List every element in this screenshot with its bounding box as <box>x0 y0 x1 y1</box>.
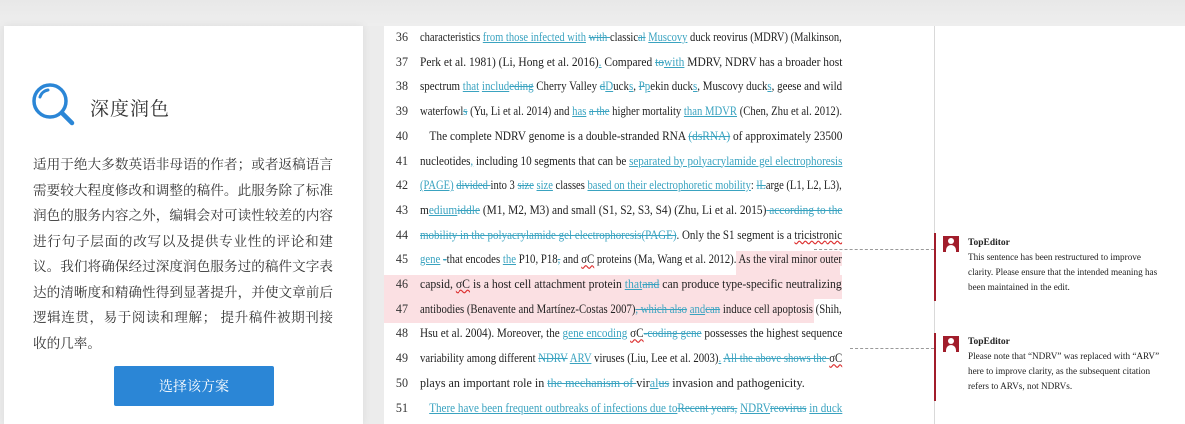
document-line <box>384 154 934 178</box>
plan-card <box>4 26 363 424</box>
text-run: nucleotides <box>420 153 471 168</box>
insertion: gene encoding <box>562 326 628 341</box>
top-shade <box>0 0 1185 26</box>
text-run: duck reovirus (MDRV) (Malkinson, <box>687 30 842 44</box>
insertion: separated by polyacrylamide gel electrophoresis <box>629 153 843 168</box>
text-run: The complete NDRV genome is a double-stranded RNA <box>429 128 689 143</box>
text-run: spectrum <box>420 79 463 94</box>
text-run: capsid, <box>420 277 456 291</box>
deletion: s <box>463 104 468 119</box>
insertion: based on their electrophoretic mobility <box>587 178 751 193</box>
insertion: . <box>718 351 722 366</box>
deletion: iddle <box>457 202 481 217</box>
text-run: higher mortality <box>609 104 684 119</box>
insertion: includ <box>481 79 510 94</box>
line-number: 38 <box>395 79 408 94</box>
document-line <box>384 326 934 350</box>
line-number: 47 <box>395 301 408 316</box>
deletion: the mechanism of <box>547 375 637 390</box>
text-run: . Only the S1 segment is a <box>676 227 795 242</box>
text-run: (Chen, Zhu et al. 2012). <box>737 104 842 119</box>
text-run: Compared <box>601 54 656 69</box>
document-line <box>384 401 934 424</box>
text-run: arge (L1, L2, L3), <box>765 178 842 193</box>
text-run: m <box>420 202 429 217</box>
text-run: (Yu, Li et al. 2014) and <box>467 104 573 119</box>
insertion: the <box>502 252 516 267</box>
document-line <box>384 104 934 128</box>
deletion: reovirus <box>770 400 807 415</box>
comment-marker-bar <box>934 333 936 401</box>
text-run: characteristics <box>420 30 483 44</box>
text-run: uck <box>613 79 629 94</box>
text-run: Perk et al. 1981) (Li, Hong et al. 2016) <box>420 54 599 69</box>
text-run: proteins (Ma, Wang et al. 2012). <box>594 252 739 267</box>
text-run: σC <box>581 252 595 267</box>
line-text <box>420 301 842 317</box>
line-number: 51 <box>395 400 408 415</box>
line-number: 48 <box>395 326 408 341</box>
document-line <box>384 55 934 79</box>
line-text <box>420 351 843 366</box>
insertion: D <box>605 79 614 94</box>
text-run: Cherry Valley <box>533 79 600 94</box>
insertion: ARV <box>569 351 592 366</box>
comment-text: This sentence has been restructured to improve clarity. Please ensure that the intended meaning has been maintained in the edit. <box>968 252 1158 292</box>
insertion: s <box>693 79 698 94</box>
search-icon <box>29 80 79 130</box>
text-run: antibodies (Benavente and Martínez-Costas 2007) <box>420 301 636 316</box>
deletion: d <box>599 79 606 94</box>
deletion: divided <box>456 178 491 193</box>
comment-marker-bar <box>934 233 936 301</box>
line-number: 49 <box>395 351 408 366</box>
line-number: 36 <box>395 30 408 44</box>
line-text <box>420 54 843 70</box>
document-line <box>384 79 934 103</box>
line-text <box>420 30 842 45</box>
deletion: al <box>638 30 646 44</box>
insertion: p <box>644 79 651 94</box>
deletion: NDRV <box>538 351 568 366</box>
text-run: waterfowl <box>420 104 464 119</box>
document-line <box>384 277 934 301</box>
deletion: , which also <box>635 301 688 316</box>
text-run: variability among different <box>420 351 539 366</box>
text-run: and <box>560 252 582 267</box>
line-number: 42 <box>395 178 408 193</box>
document-line <box>384 376 934 400</box>
text-run: classes <box>552 178 588 193</box>
line-text <box>420 202 843 218</box>
document-line <box>384 351 934 375</box>
insertion: than MDVR <box>683 104 738 119</box>
line-number: 37 <box>395 54 408 69</box>
user-avatar-icon <box>943 236 959 252</box>
deletion: (dsRNA) <box>688 128 731 143</box>
deletion: with <box>588 30 610 44</box>
comment-author: TopEditor <box>968 337 1010 347</box>
text-run: possesses the highest sequence <box>701 326 843 341</box>
line-text <box>420 277 842 292</box>
text-run: As the viral minor outer <box>738 252 842 267</box>
text-run: ekin duck <box>650 79 694 94</box>
text-run: into 3 <box>490 178 518 193</box>
text-run: , geese and wild <box>771 79 843 94</box>
text-run: vir <box>636 375 650 390</box>
text-run: : <box>750 178 757 193</box>
insertion: that <box>624 277 643 291</box>
deletion: to <box>655 54 665 69</box>
insertion: has <box>572 104 587 119</box>
document-line <box>384 203 934 227</box>
comment-connector <box>850 348 934 349</box>
text-run: can produce type-specific neutralizing <box>659 277 842 291</box>
deletion: a the <box>589 104 610 119</box>
comment-connector <box>814 249 934 250</box>
insertion: with <box>664 54 685 69</box>
text-run: σC <box>630 326 644 341</box>
insertion: NDRV <box>740 400 771 415</box>
deletion: P <box>638 79 645 94</box>
deletion: Recent years, <box>677 400 738 415</box>
insertion: size <box>536 178 553 193</box>
choose-plan-button[interactable]: 选择该方案 <box>114 366 274 406</box>
insertion: from those infected with <box>482 30 586 44</box>
insertion: . <box>598 54 602 69</box>
document-line <box>384 228 934 252</box>
text-run: including 10 segments that can be <box>473 153 630 168</box>
insertion: al <box>649 375 659 390</box>
comment-text: Please note that “NDRV” was replaced with “ARV” here to improve clarity, as the subsequent citation refers to ARVs, not NDRVs. <box>968 351 1160 391</box>
text-run: plays an important role in <box>420 375 548 390</box>
document-line <box>384 178 934 202</box>
line-number: 41 <box>395 153 408 168</box>
document-line <box>384 30 934 54</box>
text-run: classic <box>609 30 639 44</box>
plan-description: 适用于绝大多数英语非母语的作者；或者返稿语言需要较大程度修改和调整的稿件。此服务除了标准润色的服务内容之外，编辑会对可读性较差的内容进行句子层面的改写以及提供专业性的评论和建议。我们将确保经过深度润色服务过的稿件文字表达的清晰度和精确性得到显著提升，并使文章前后逻辑连贯，易于阅读和理解； 提升稿件被期刊接收的几率。 <box>33 157 333 351</box>
insertion: gene <box>420 252 441 267</box>
deletion: according to the <box>766 202 843 217</box>
plan-title: 深度润色 <box>90 99 171 120</box>
text-run: invasion and pathogenicity. <box>669 375 805 390</box>
text-run: , Muscovy duck <box>697 79 768 94</box>
deletion: and <box>642 277 660 291</box>
insertion: (PAGE) <box>420 178 454 193</box>
document-line <box>384 302 934 326</box>
text-run: σC <box>829 351 843 366</box>
deletion: All the above shows the <box>723 351 830 366</box>
insertion: There have been frequent outbreaks of infections due to <box>429 400 678 415</box>
text-run: is a host cell attachment protein <box>470 277 625 291</box>
insertion: s <box>767 79 772 94</box>
insertion: in duck <box>809 400 843 415</box>
line-text <box>420 104 842 119</box>
line-number: 45 <box>395 252 408 267</box>
deletion: lL <box>756 178 766 193</box>
comment-author: TopEditor <box>968 238 1010 248</box>
line-number: 43 <box>395 202 408 217</box>
text-run: tricistronic <box>794 227 843 242</box>
text-run: σC <box>455 277 471 291</box>
deletion: eding <box>509 79 534 94</box>
insertion: Muscovy <box>648 30 688 44</box>
insertion: that <box>462 79 480 94</box>
text-run: P10, P18 <box>515 252 558 267</box>
deletion: , <box>557 252 561 267</box>
document-preview <box>384 26 934 424</box>
text-run: of approximately 23500 <box>730 128 843 143</box>
line-text <box>420 153 843 169</box>
text-run: induce cell apoptosis <box>720 301 813 316</box>
insertion: , <box>470 153 474 168</box>
user-avatar-icon <box>943 336 959 352</box>
document-line <box>384 129 934 153</box>
text-run: that encodes <box>446 252 503 267</box>
line-text <box>420 252 842 267</box>
line-text <box>420 79 843 94</box>
insertion: s <box>628 79 634 94</box>
line-number: 46 <box>395 277 408 291</box>
text-run: Hsu et al. 2004). Moreover, the <box>420 326 563 341</box>
line-text <box>420 400 843 416</box>
deletion: size <box>517 178 534 193</box>
line-number: 50 <box>395 375 408 390</box>
line-text <box>420 178 842 193</box>
line-number: 40 <box>395 128 408 143</box>
text-run: (M1, M2, M3) and small (S1, S2, S3, S4) (Zhu, Li et al. 2015) <box>480 202 767 217</box>
text-run: (Shih, <box>812 301 842 316</box>
insertion: edium <box>428 202 458 217</box>
text-run: viruses (Liu, Lee et al. 2003) <box>591 351 719 366</box>
line-text <box>420 326 843 341</box>
line-number: 39 <box>395 104 408 119</box>
deletion: can <box>705 301 721 316</box>
insertion: and <box>689 301 706 316</box>
deletion: -coding gene <box>643 326 702 341</box>
text-run: MDRV, NDRV has a broader host <box>684 54 843 69</box>
deletion: us <box>658 375 670 390</box>
text-run: , <box>633 79 639 94</box>
line-text <box>420 227 843 243</box>
line-number: 44 <box>395 227 408 242</box>
deletion: - <box>443 252 447 267</box>
line-text <box>420 376 842 391</box>
deletion: mobility in the polyacrylamide gel electrophoresis(PAGE) <box>420 227 677 242</box>
document-line <box>384 252 934 276</box>
line-text <box>420 128 843 144</box>
